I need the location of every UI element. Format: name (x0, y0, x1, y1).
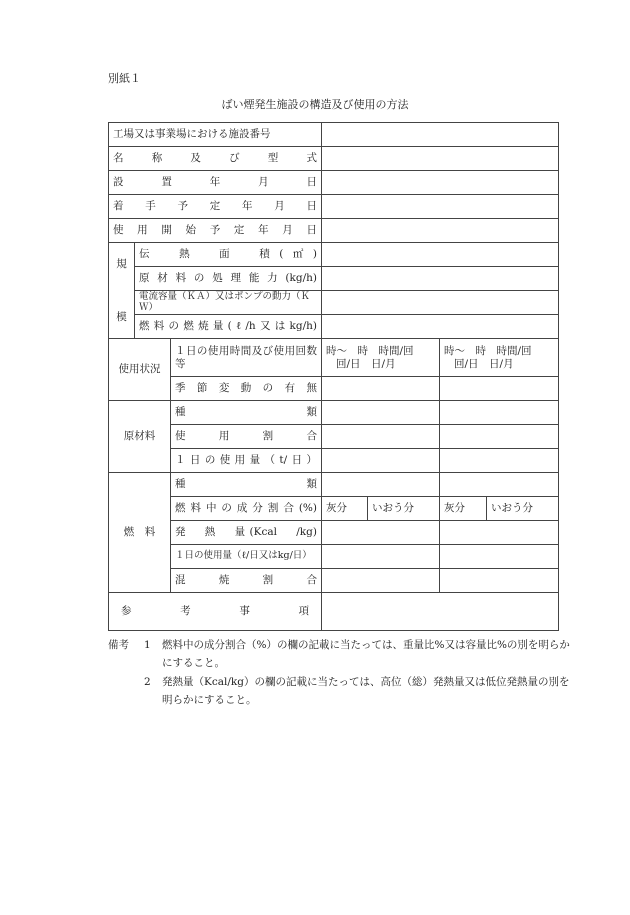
row-electric (109, 291, 559, 315)
raw-ratio-label: 使 用 割 合 (171, 425, 322, 449)
row-install-date (109, 171, 559, 195)
attachment-label: 別紙１ (108, 72, 141, 85)
fuel-mix-field-1[interactable] (322, 569, 440, 593)
note-text: 発熱量（Kcal/kg）の欄の記載に当たっては、高位（総）発熱量又は低位発熱量の別を明らかにすること。 (162, 675, 570, 707)
raw-label: 原材料 (109, 401, 171, 473)
raw-ratio-field-2[interactable] (440, 425, 559, 449)
install-date-label: 設 置 年 月 日 (109, 171, 322, 195)
row-seasonal (109, 377, 559, 401)
raw-daily-field-1[interactable] (322, 449, 440, 473)
scale-char-bottom: 模 (116, 310, 127, 323)
fuel-kind-field-1[interactable] (322, 473, 440, 497)
raw-kind-field-2[interactable] (440, 401, 559, 425)
row-raw-kind (109, 401, 559, 425)
fuel-sulfur-field-1[interactable]: いおう分 (368, 497, 440, 521)
note-item (108, 636, 578, 673)
note-number: 1 (144, 639, 151, 651)
raw-capacity-label: 原材料の処理能力(kg/h) (135, 267, 322, 291)
row-fuel-daily (109, 545, 559, 569)
fuel-kind-label: 種 類 (171, 473, 322, 497)
facility-structure-table (108, 122, 559, 631)
daily-hours-value-1b: 回/日 日/月 (336, 357, 396, 370)
row-name-model (109, 147, 559, 171)
fuel-mix-field-2[interactable] (440, 569, 559, 593)
fuel-daily-label: １日の使用量（ℓ/日又はkg/日） (171, 545, 322, 569)
facility-number-label: 工場又は事業場における施設番号 (109, 123, 322, 147)
row-remarks (109, 593, 559, 631)
electric-field[interactable] (322, 291, 559, 315)
raw-kind-field-1[interactable] (322, 401, 440, 425)
seasonal-field-2[interactable] (440, 377, 559, 401)
notes-lead: 備考 (108, 639, 129, 651)
fuel-daily-field-2[interactable] (440, 545, 559, 569)
row-fuel-kind (109, 473, 559, 497)
raw-daily-field-2[interactable] (440, 449, 559, 473)
seasonal-field-1[interactable] (322, 377, 440, 401)
fuel-heat-field-1[interactable] (322, 521, 440, 545)
daily-hours-value-1a: 時〜 時 時間/回 (326, 345, 414, 358)
fuel-kind-field-2[interactable] (440, 473, 559, 497)
note-number: 2 (144, 675, 151, 688)
row-fuel-burn (109, 315, 559, 339)
heat-area-field[interactable] (322, 243, 559, 267)
remarks-label: 参 考 事 項 (109, 593, 322, 631)
daily-hours-field-1[interactable] (322, 339, 440, 377)
scale-label (109, 243, 135, 339)
fuel-ash-field-2[interactable]: 灰分 (440, 497, 487, 521)
raw-kind-label: 種 類 (171, 401, 322, 425)
fuel-mix-label: 混 焼 割 合 (171, 569, 322, 593)
heat-area-label: 伝 熱 面 積(㎡) (135, 243, 322, 267)
daily-hours-value-2a: 時〜 時 時間/回 (444, 345, 532, 358)
raw-ratio-field-1[interactable] (322, 425, 440, 449)
name-model-label: 名 称 及 び 型 式 (109, 147, 322, 171)
note-item (108, 673, 578, 710)
use-start-date-field[interactable] (322, 219, 559, 243)
electric-label: 電流容量（ＫＡ）又はポンプの動力（ＫＷ） (135, 291, 322, 315)
row-raw-capacity (109, 267, 559, 291)
remarks-field[interactable] (322, 593, 559, 631)
row-fuel-mix (109, 569, 559, 593)
fuel-sulfur-field-2[interactable]: いおう分 (487, 497, 559, 521)
start-date-label: 着 手 予 定 年 月 日 (109, 195, 322, 219)
row-fuel-heat (109, 521, 559, 545)
fuel-burn-label: 燃料の燃焼量(ℓ/h又はkg/h) (135, 315, 322, 339)
raw-daily-label: １日の使用量（t/日） (171, 449, 322, 473)
page-title: ばい煙発生施設の構造及び使用の方法 (221, 98, 409, 111)
facility-number-field[interactable] (322, 123, 559, 147)
row-start-date (109, 195, 559, 219)
raw-capacity-field[interactable] (322, 267, 559, 291)
usage-label: 使用状況 (109, 339, 171, 401)
fuel-burn-field[interactable] (322, 315, 559, 339)
row-raw-ratio (109, 425, 559, 449)
notes (108, 636, 578, 710)
daily-hours-value-2b: 回/日 日/月 (454, 357, 514, 370)
fuel-ash-field-1[interactable]: 灰分 (322, 497, 368, 521)
fuel-daily-field-1[interactable] (322, 545, 440, 569)
start-date-field[interactable] (322, 195, 559, 219)
row-facility-number (109, 123, 559, 147)
name-model-field[interactable] (322, 147, 559, 171)
seasonal-label: 季節変動の有無 (171, 377, 322, 401)
note-text: 燃料中の成分割合（%）の欄の記載に当たっては、重量比%又は容量比%の別を明らかにすること。 (162, 639, 570, 670)
use-start-date-label: 使用開始予定年月日 (109, 219, 322, 243)
fuel-heat-field-2[interactable] (440, 521, 559, 545)
fuel-component-label: 燃料中の成分割合(%) (171, 497, 322, 521)
fuel-heat-label: 発 熱 量(Kcal /kg) (171, 521, 322, 545)
row-daily-hours (109, 339, 559, 377)
row-fuel-component (109, 497, 559, 521)
row-raw-daily (109, 449, 559, 473)
daily-hours-field-2[interactable] (440, 339, 559, 377)
fuel-label: 燃 料 (109, 473, 171, 593)
scale-char-top: 規 (116, 258, 127, 271)
row-use-start-date (109, 219, 559, 243)
daily-hours-label: １日の使用時間及び使用回数等 (171, 339, 322, 377)
row-heat-area (109, 243, 559, 267)
install-date-field[interactable] (322, 171, 559, 195)
